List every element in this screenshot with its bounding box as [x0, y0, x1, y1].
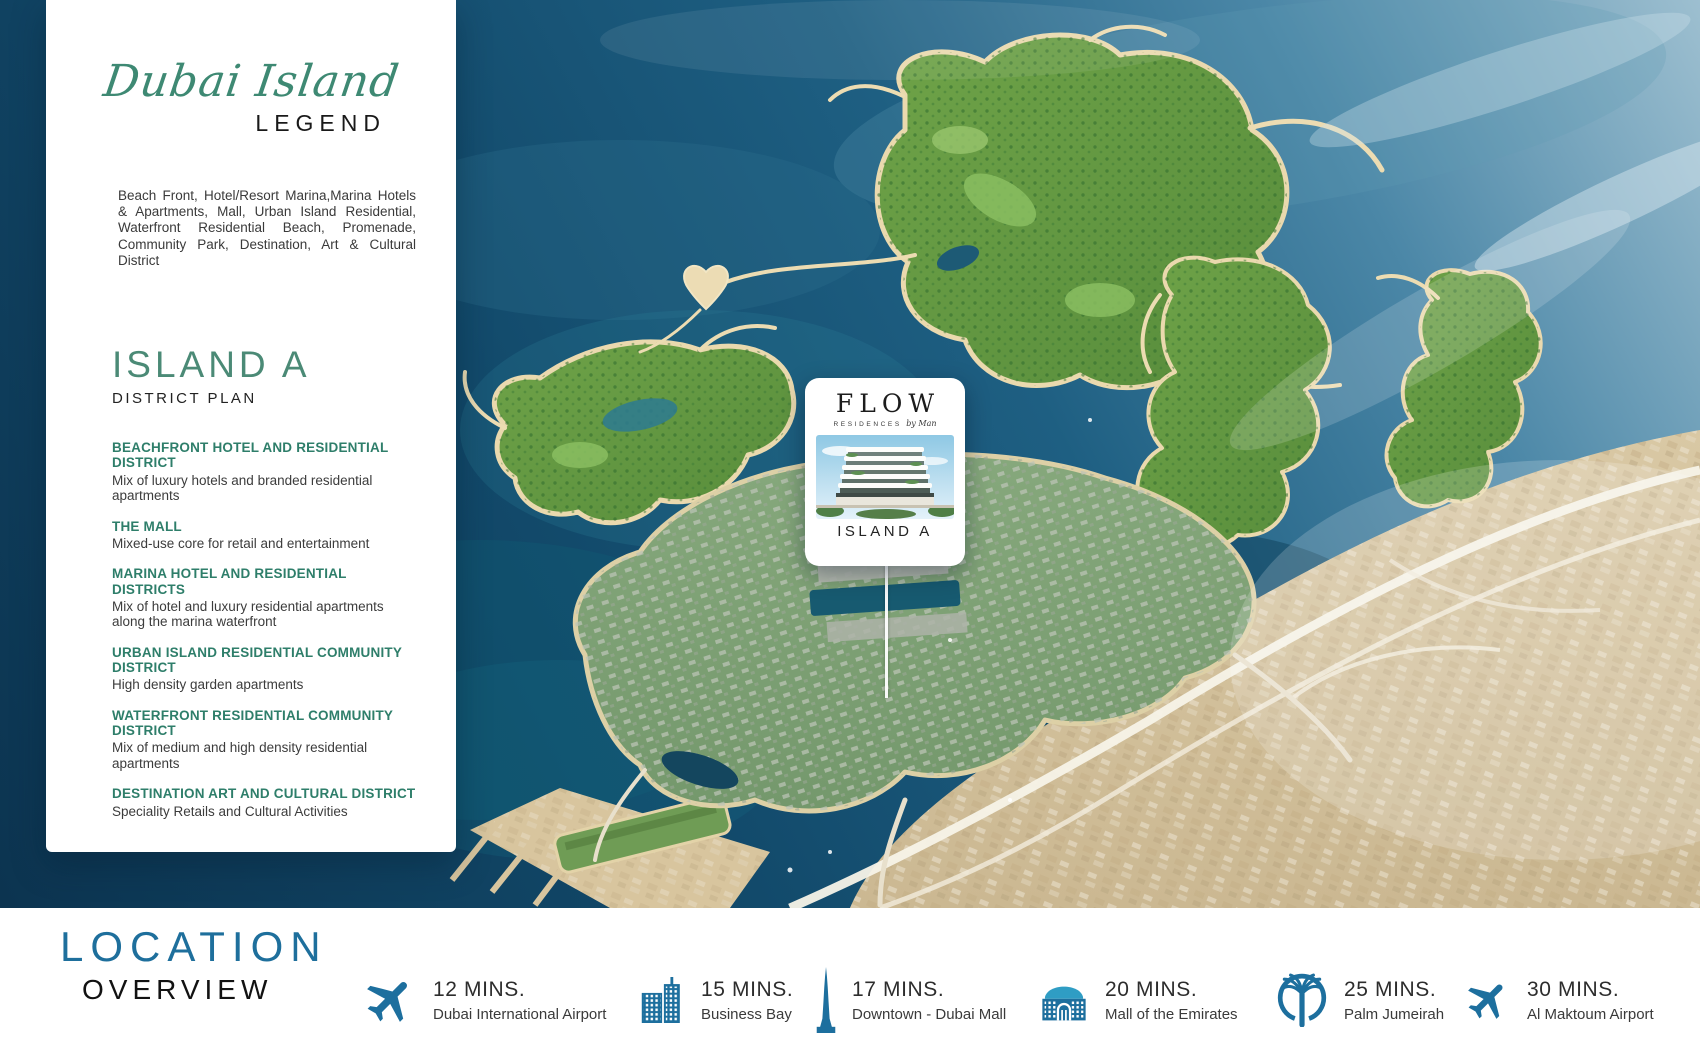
- island-a-card-label: ISLAND A: [837, 523, 933, 540]
- place-label: Palm Jumeirah: [1344, 1005, 1445, 1023]
- district-item: [112, 786, 420, 819]
- flow-residences-card[interactable]: [805, 378, 965, 566]
- place-label: Downtown - Dubai Mall: [852, 1005, 1007, 1023]
- airplane-icon: [1462, 975, 1512, 1025]
- district-title: DESTINATION ART AND CULTURAL DISTRICT: [112, 786, 416, 802]
- district-list: [112, 440, 420, 834]
- district-desc: High density garden apartments: [112, 677, 304, 693]
- location-title: LOCATION: [60, 923, 328, 970]
- island-a-section: [112, 346, 418, 407]
- buildings-icon: [640, 975, 686, 1025]
- district-item: [112, 708, 420, 772]
- location-item: [1275, 958, 1444, 1042]
- location-item: [360, 958, 606, 1042]
- airplane-icon: [360, 971, 418, 1029]
- district-desc: Mix of medium and high density residential apartments: [112, 740, 368, 771]
- district-desc: Mix of luxury hotels and branded residential apartments: [112, 472, 373, 504]
- place-label: Mall of the Emirates: [1105, 1005, 1238, 1023]
- location-item: [1462, 958, 1654, 1042]
- location-item: [1038, 958, 1238, 1042]
- place-label: Business Bay: [701, 1005, 792, 1023]
- location-overview-title: [60, 923, 328, 1005]
- time-label: 15 MINS.: [701, 977, 794, 1001]
- time-label: 20 MINS.: [1105, 977, 1198, 1001]
- location-overview-bar: [0, 908, 1700, 1057]
- card-pointer-line: [885, 566, 888, 698]
- district-title: BEACHFRONT HOTEL AND RESIDENTIAL DISTRICT: [112, 440, 389, 471]
- place-label: Al Maktoum Airport: [1527, 1005, 1654, 1023]
- palm-jumeirah-icon: [1275, 973, 1329, 1027]
- time-label: 17 MINS.: [852, 977, 945, 1001]
- district-title: THE MALL: [112, 518, 182, 534]
- location-item: [815, 958, 1006, 1042]
- legend-title: LEGEND: [255, 110, 386, 137]
- flow-logo: FLOW: [835, 389, 941, 418]
- mall-icon: [1038, 978, 1090, 1023]
- location-item: [640, 958, 793, 1042]
- district-desc: Speciality Retails and Cultural Activities: [112, 803, 348, 819]
- legend-text: Beach Front, Hotel/Resort Marina,Marina Hotels & Apartments, Mall, Urban Island Residential, Waterfront Residential Beach, Promenade, Community Park, Destination, Art & Cultural District: [118, 188, 416, 268]
- time-label: 25 MINS.: [1344, 977, 1437, 1001]
- brand-script-title: Dubai Island: [100, 56, 403, 107]
- district-item: [112, 645, 420, 693]
- district-item: [112, 519, 420, 552]
- flow-by-label: by Man: [906, 419, 937, 428]
- time-label: 30 MINS.: [1527, 977, 1620, 1001]
- district-desc: Mixed-use core for retail and entertainment: [112, 535, 370, 551]
- flow-residences-label: RESIDENCES by Man: [833, 419, 937, 428]
- district-plan-subtitle: DISTRICT PLAN: [112, 390, 257, 407]
- burj-khalifa-icon: [815, 967, 837, 1033]
- district-item: [112, 566, 420, 630]
- district-item: [112, 440, 420, 504]
- district-title: URBAN ISLAND RESIDENTIAL COMMUNITY DISTRICT: [112, 644, 402, 676]
- legend-panel: [46, 0, 456, 852]
- district-title: WATERFRONT RESIDENTIAL COMMUNITY DISTRICT: [112, 707, 393, 739]
- place-label: Dubai International Airport: [433, 1005, 607, 1023]
- island-a-title: ISLAND A: [112, 344, 311, 385]
- time-label: 12 MINS.: [433, 977, 526, 1001]
- building-thumbnail: [816, 435, 954, 519]
- district-title: MARINA HOTEL AND RESIDENTIAL DISTRICTS: [112, 566, 347, 597]
- overview-title: OVERVIEW: [82, 974, 273, 1005]
- district-desc: Mix of hotel and luxury residential apartments along the marina waterfront: [112, 598, 384, 630]
- brand: [46, 58, 456, 137]
